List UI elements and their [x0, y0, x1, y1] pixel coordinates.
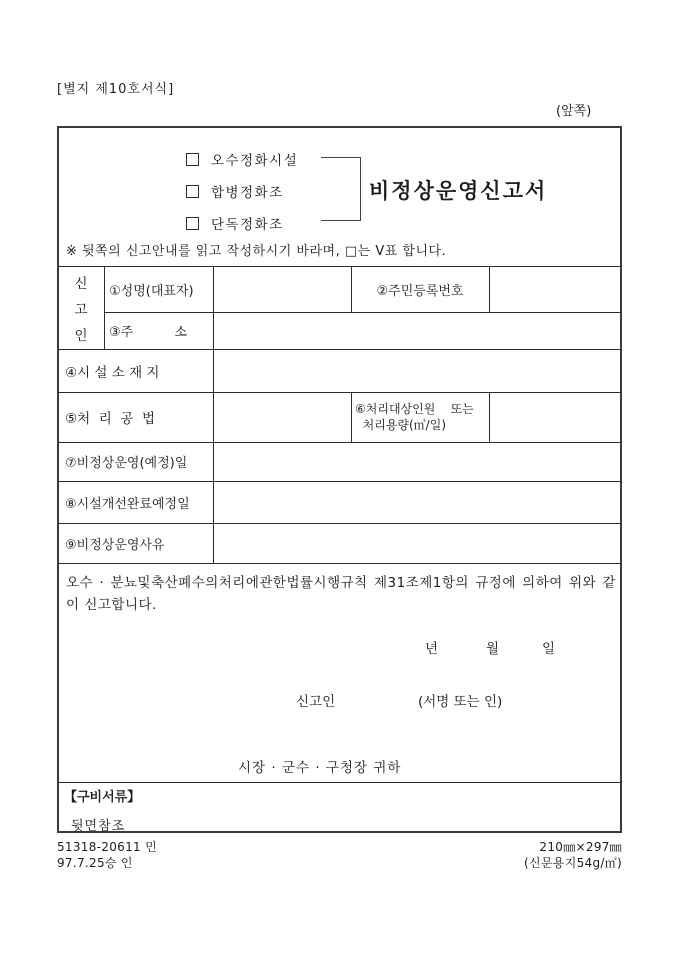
document-number: 51318-20611 민: [57, 840, 157, 854]
reason-input-cell[interactable]: [214, 524, 621, 562]
checkbox-icon[interactable]: [186, 185, 199, 198]
improvement-date-field-label: ⑧시설개선완료예정일: [65, 496, 190, 512]
facility-location-field-label: ④시 설 소 재 지: [65, 364, 160, 381]
checkbox-row-sewage-facility[interactable]: [186, 151, 298, 167]
improvement-date-input-cell[interactable]: [214, 482, 621, 522]
reason-field-label: ⑨비정상운영사유: [65, 537, 165, 553]
applicant-signature-label: 신고인: [296, 694, 336, 710]
checkbox-row-combined-septic[interactable]: [186, 183, 284, 199]
date-day-label: 일: [542, 641, 556, 657]
capacity-field-label: [355, 392, 487, 442]
paper-size: 210㎜×297㎜: [539, 840, 622, 854]
capacity-label-line1: ⑥처리대상인원 또는: [355, 402, 474, 416]
checkbox-row-single-septic[interactable]: [186, 215, 284, 231]
approval-date: 97.7.25승 인: [57, 856, 133, 870]
side-label: (앞쪽): [556, 104, 592, 119]
name-input-cell[interactable]: [214, 267, 350, 311]
treatment-method-input-cell[interactable]: [214, 393, 350, 441]
applicant-char: 인: [74, 328, 88, 344]
addressee-label: 시장 · 군수 · 구청장 귀하: [238, 760, 402, 776]
date-month-label: 월: [486, 641, 500, 657]
bracket-shape: [321, 157, 361, 221]
grid-line: [351, 392, 352, 442]
resident-id-input-cell[interactable]: [490, 267, 621, 311]
checkbox-icon[interactable]: [186, 153, 199, 166]
attachments-section-title: 【구비서류】: [64, 790, 141, 805]
declaration-text: 오수 · 분뇨및축산폐수의처리에관한법률시행규칙 제31조제1항의 규정에 의하여 위와 같이 신고합니다.: [66, 575, 616, 613]
applicant-char: 신: [74, 276, 88, 292]
treatment-method-field-label: ⑤처 리 공 법: [65, 411, 156, 427]
resident-id-field-label: ②주민등록번호: [376, 283, 464, 299]
address-field-label: ③주 소: [109, 325, 188, 340]
grid-line: [58, 563, 622, 564]
grid-line: [104, 266, 105, 349]
applicant-row-header: [58, 272, 104, 344]
attachments-content: 뒷면참조: [71, 819, 126, 834]
capacity-label-line2: 처리용량(㎥/일): [355, 418, 446, 432]
address-input-cell[interactable]: [214, 313, 621, 348]
applicant-char: 고: [74, 302, 88, 318]
date-year-label: 년: [425, 641, 439, 657]
checkbox-label: 단독정화조: [211, 217, 284, 233]
checkbox-label: 합병정화조: [211, 185, 284, 201]
grid-line: [58, 782, 622, 783]
checkbox-icon[interactable]: [186, 217, 199, 230]
checkbox-label: 오수정화시설: [211, 153, 299, 169]
capacity-input-cell[interactable]: [490, 393, 621, 441]
abnormal-date-input-cell[interactable]: [214, 443, 621, 480]
name-field-label: ①성명(대표자): [109, 283, 194, 299]
instruction-note: ※ 뒷쪽의 신고안내를 읽고 작성하시기 바라며, □는 V표 합니다.: [66, 244, 447, 259]
form-title: 비정상운영신고서: [369, 179, 548, 203]
form-reference: [별지 제10호서식]: [57, 82, 175, 97]
abnormal-date-field-label: ⑦비정상운영(예정)일: [65, 456, 188, 471]
paper-spec: (신문용지54g/㎡): [524, 856, 622, 870]
signature-or-seal-label: (서명 또는 인): [418, 694, 503, 710]
facility-location-input-cell[interactable]: [214, 350, 621, 391]
